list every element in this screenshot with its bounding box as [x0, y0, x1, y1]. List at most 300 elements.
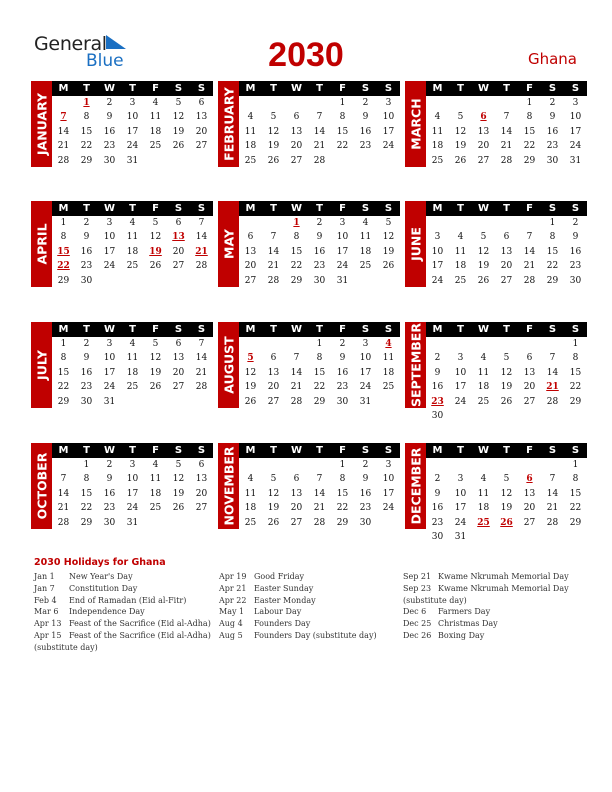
week-row: [52, 259, 213, 273]
day-cell: 31: [126, 517, 139, 528]
day-cell: 17: [126, 126, 139, 137]
day-cell: 13: [195, 474, 208, 485]
day-cell: 3: [457, 353, 464, 364]
month-april: [31, 201, 213, 291]
week-row: [239, 395, 400, 409]
empty-day-cell: [518, 337, 541, 351]
day-cell: 20: [290, 141, 303, 152]
month-name: MAY: [221, 229, 236, 259]
holiday-date: Aug 4: [219, 619, 243, 629]
holiday-entry: [403, 571, 569, 583]
day-cell: 28: [290, 396, 303, 407]
day-cell: 16: [80, 367, 93, 378]
day-cell: 15: [290, 246, 303, 257]
week-row: [52, 245, 213, 259]
day-cell: 4: [362, 218, 369, 228]
day-cell: 2: [434, 474, 441, 485]
day-cell: 24: [103, 382, 116, 393]
day-cell: 24: [569, 141, 582, 152]
day-cell: 28: [313, 517, 326, 528]
holiday-day-cell: 5: [247, 353, 254, 364]
empty-day-cell: [472, 337, 495, 351]
weekday-label: S: [361, 203, 370, 214]
empty-day-cell: [52, 458, 75, 472]
empty-day-cell: [354, 154, 377, 168]
day-cell: 17: [336, 246, 349, 257]
day-cell: 18: [126, 367, 139, 378]
month-january: [31, 81, 213, 171]
holiday-day-cell: 13: [172, 232, 185, 243]
month-label-tab: [31, 322, 52, 408]
week-row: [52, 501, 213, 515]
month-name: AUGUST: [221, 336, 236, 394]
holiday-date: Mar 6: [34, 607, 59, 617]
day-cell: 20: [172, 246, 185, 257]
day-cell: 24: [382, 503, 395, 514]
day-cell: 4: [247, 112, 254, 123]
month-label-tab: [405, 81, 426, 167]
day-cell: 23: [359, 141, 372, 152]
weekday-label: F: [339, 83, 346, 94]
day-cell: 20: [523, 382, 536, 393]
day-cell: 20: [244, 261, 257, 272]
week-row: [426, 139, 587, 153]
day-cell: 15: [80, 488, 93, 499]
day-cell: 3: [106, 339, 113, 349]
month-name: JULY: [34, 350, 49, 380]
day-cell: 5: [503, 474, 510, 485]
day-cell: 9: [83, 353, 90, 364]
day-cell: 28: [195, 382, 208, 393]
day-cell: 8: [572, 353, 579, 364]
weekday-label: W: [103, 445, 116, 456]
month-october: [31, 443, 213, 533]
weekday-label: M: [245, 324, 256, 335]
day-cell: 7: [198, 339, 205, 349]
day-cell: 26: [500, 396, 513, 407]
day-cell: 1: [60, 218, 67, 228]
month-days-grid: [52, 322, 213, 409]
empty-day-cell: [564, 530, 587, 544]
day-cell: 17: [431, 261, 444, 272]
weekday-header: [426, 201, 587, 216]
week-row: [426, 395, 587, 409]
day-cell: 6: [198, 98, 205, 108]
day-cell: 22: [523, 141, 536, 152]
day-cell: 17: [359, 367, 372, 378]
holiday-day-cell: 23: [431, 396, 444, 407]
day-cell: 13: [477, 126, 490, 137]
weekday-label: T: [129, 203, 136, 214]
day-cell: 3: [129, 460, 136, 470]
holiday-date: Jan 1: [34, 572, 55, 581]
day-cell: 13: [244, 246, 257, 257]
weekday-label: T: [129, 445, 136, 456]
day-cell: 4: [152, 460, 159, 470]
day-cell: 13: [195, 112, 208, 123]
day-cell: 7: [293, 353, 300, 364]
day-cell: 17: [103, 367, 116, 378]
holidays-title: 2030 Holidays for Ghana: [34, 557, 166, 568]
holiday-date: Apr 13: [34, 619, 62, 629]
day-cell: 13: [267, 367, 280, 378]
day-cell: 28: [546, 517, 559, 528]
day-cell: 13: [290, 126, 303, 137]
weekday-label: T: [457, 83, 464, 94]
day-cell: 26: [382, 261, 395, 272]
day-cell: 25: [149, 503, 162, 514]
day-cell: 12: [500, 488, 513, 499]
day-cell: 27: [195, 503, 208, 514]
day-cell: 7: [316, 112, 323, 123]
week-row: [52, 337, 213, 351]
day-cell: 15: [546, 246, 559, 257]
day-cell: 23: [359, 503, 372, 514]
month-may: [218, 201, 400, 291]
month-days-grid: [239, 201, 400, 288]
weekday-label: W: [290, 324, 303, 335]
empty-day-cell: [190, 516, 213, 530]
month-name: APRIL: [34, 223, 49, 265]
day-cell: 30: [313, 275, 326, 286]
day-cell: 25: [244, 155, 257, 166]
day-cell: 2: [339, 339, 346, 349]
day-cell: 27: [195, 141, 208, 152]
week-row: [426, 458, 587, 472]
day-cell: 10: [431, 246, 444, 257]
day-cell: 24: [126, 503, 139, 514]
holiday-name-continuation: (substitute day): [34, 642, 98, 652]
day-cell: 20: [195, 488, 208, 499]
weekday-header: [239, 322, 400, 337]
month-label-tab: [218, 322, 239, 408]
day-cell: 14: [195, 232, 208, 243]
holiday-day-cell: 6: [526, 474, 533, 485]
holiday-name: End of Ramadan (Eid al-Fitr): [69, 595, 187, 605]
month-days-grid: [239, 322, 400, 409]
day-cell: 20: [267, 382, 280, 393]
week-row: [52, 110, 213, 124]
weekday-label: S: [548, 324, 557, 335]
weekday-label: S: [384, 203, 393, 214]
day-cell: 18: [244, 141, 257, 152]
day-cell: 28: [500, 155, 513, 166]
empty-day-cell: [518, 530, 541, 544]
week-row: [239, 245, 400, 259]
empty-day-cell: [144, 516, 167, 530]
weekday-label: F: [339, 203, 346, 214]
week-row: [239, 337, 400, 351]
week-row: [426, 337, 587, 351]
month-name: JUNE: [408, 227, 423, 261]
holiday-entry: [403, 583, 569, 595]
week-row: [426, 245, 587, 259]
day-cell: 12: [267, 126, 280, 137]
day-cell: 14: [57, 126, 70, 137]
day-cell: 31: [454, 531, 467, 542]
empty-day-cell: [285, 96, 308, 110]
empty-day-cell: [495, 409, 518, 423]
weekday-label: S: [571, 445, 580, 456]
month-july: [31, 322, 213, 412]
day-cell: 19: [267, 141, 280, 152]
holiday-name: Farmers Day: [438, 607, 491, 617]
weekday-label: F: [526, 203, 533, 214]
day-cell: 1: [339, 460, 346, 470]
weekday-label: W: [290, 445, 303, 456]
day-cell: 8: [60, 232, 67, 243]
empty-day-cell: [518, 458, 541, 472]
month-name: FEBRUARY: [221, 87, 236, 161]
weekday-label: F: [526, 324, 533, 335]
holiday-entry: [34, 618, 211, 630]
empty-day-cell: [426, 458, 449, 472]
week-row: [52, 380, 213, 394]
day-cell: 13: [523, 367, 536, 378]
day-cell: 30: [103, 155, 116, 166]
weekday-label: F: [152, 83, 159, 94]
weekday-label: T: [270, 203, 277, 214]
day-cell: 11: [244, 126, 257, 137]
day-cell: 23: [569, 261, 582, 272]
empty-day-cell: [472, 409, 495, 423]
weekday-label: S: [174, 83, 183, 94]
day-cell: 29: [80, 155, 93, 166]
empty-day-cell: [262, 96, 285, 110]
week-row: [426, 487, 587, 501]
holiday-date: Jan 7: [34, 583, 55, 593]
day-cell: 10: [336, 232, 349, 243]
day-cell: 9: [339, 353, 346, 364]
weekday-label: S: [571, 83, 580, 94]
holiday-name: Founders Day: [254, 619, 311, 629]
day-cell: 26: [172, 503, 185, 514]
day-cell: 24: [359, 382, 372, 393]
day-cell: 29: [80, 517, 93, 528]
day-cell: 6: [293, 112, 300, 123]
day-cell: 28: [546, 396, 559, 407]
day-cell: 7: [60, 474, 67, 485]
day-cell: 17: [103, 246, 116, 257]
day-cell: 11: [126, 232, 139, 243]
day-cell: 8: [572, 474, 579, 485]
day-cell: 16: [569, 246, 582, 257]
day-cell: 29: [290, 275, 303, 286]
day-cell: 1: [572, 339, 579, 349]
week-row: [426, 125, 587, 139]
weekday-label: M: [58, 83, 69, 94]
empty-day-cell: [262, 216, 285, 230]
weekday-label: S: [174, 203, 183, 214]
holiday-entry: [34, 606, 211, 618]
week-row: [426, 409, 587, 423]
day-cell: 23: [80, 261, 93, 272]
day-cell: 19: [149, 367, 162, 378]
holiday-name: Founders Day (substitute day): [254, 630, 377, 640]
day-cell: 10: [454, 488, 467, 499]
week-row: [52, 458, 213, 472]
week-row: [52, 472, 213, 486]
weekday-label: M: [432, 445, 443, 456]
empty-day-cell: [564, 409, 587, 423]
day-cell: 8: [316, 353, 323, 364]
day-cell: 19: [172, 126, 185, 137]
weekday-label: S: [361, 324, 370, 335]
holiday-name: Kwame Nkrumah Memorial Day: [438, 572, 569, 581]
month-days-grid: [239, 81, 400, 168]
day-cell: 3: [434, 232, 441, 243]
day-cell: 11: [359, 232, 372, 243]
week-row: [426, 380, 587, 394]
month-december: [405, 443, 587, 542]
weekday-label: W: [477, 324, 490, 335]
week-row: [426, 472, 587, 486]
holiday-name: Kwame Nkrumah Memorial Day: [438, 583, 569, 593]
holiday-name: Easter Sunday: [254, 583, 314, 593]
day-cell: 16: [103, 126, 116, 137]
day-cell: 23: [431, 517, 444, 528]
empty-day-cell: [426, 216, 449, 230]
week-row: [239, 110, 400, 124]
holiday-entry: [219, 618, 377, 630]
logo-general-text: General: [34, 33, 107, 55]
day-cell: 26: [267, 155, 280, 166]
holiday-day-cell: 25: [477, 517, 490, 528]
empty-day-cell: [426, 96, 449, 110]
weekday-header: [52, 443, 213, 458]
empty-day-cell: [377, 154, 400, 168]
weekday-header: [426, 322, 587, 337]
day-cell: 5: [270, 474, 277, 485]
day-cell: 11: [454, 246, 467, 257]
week-row: [426, 516, 587, 530]
day-cell: 2: [316, 218, 323, 228]
holiday-date: Dec 6: [403, 607, 427, 617]
day-cell: 18: [149, 126, 162, 137]
empty-day-cell: [144, 154, 167, 168]
day-cell: 31: [103, 396, 116, 407]
month-days-grid: [239, 443, 400, 530]
holiday-date: Aug 5: [219, 630, 243, 640]
holiday-day-cell: 6: [480, 112, 487, 123]
month-name: SEPTEMBER: [408, 323, 423, 407]
month-label-tab: [218, 201, 239, 287]
day-cell: 15: [569, 367, 582, 378]
day-cell: 14: [195, 353, 208, 364]
day-cell: 5: [152, 218, 159, 228]
day-cell: 15: [336, 126, 349, 137]
day-cell: 6: [270, 353, 277, 364]
day-cell: 8: [83, 474, 90, 485]
day-cell: 3: [385, 460, 392, 470]
holiday-date: Dec 25: [403, 619, 432, 629]
week-row: [239, 516, 400, 530]
day-cell: 22: [80, 141, 93, 152]
week-row: [426, 501, 587, 515]
day-cell: 27: [290, 155, 303, 166]
weekday-header: [52, 201, 213, 216]
day-cell: 30: [103, 517, 116, 528]
empty-day-cell: [167, 154, 190, 168]
day-cell: 10: [359, 353, 372, 364]
holiday-name: New Year's Day: [69, 572, 133, 581]
weekday-label: S: [197, 324, 206, 335]
day-cell: 27: [523, 396, 536, 407]
empty-day-cell: [239, 96, 262, 110]
holiday-name: Independence Day: [69, 607, 145, 617]
empty-day-cell: [377, 516, 400, 530]
weekday-label: F: [152, 445, 159, 456]
day-cell: 9: [549, 112, 556, 123]
weekday-label: M: [58, 445, 69, 456]
holiday-date: Sep 21: [403, 572, 432, 581]
empty-day-cell: [239, 337, 262, 351]
month-days-grid: [52, 81, 213, 168]
empty-day-cell: [518, 216, 541, 230]
day-cell: 11: [149, 474, 162, 485]
day-cell: 18: [359, 246, 372, 257]
empty-day-cell: [449, 337, 472, 351]
day-cell: 19: [477, 261, 490, 272]
day-cell: 12: [500, 367, 513, 378]
weekday-label: W: [477, 445, 490, 456]
day-cell: 22: [336, 141, 349, 152]
weekday-label: F: [152, 324, 159, 335]
day-cell: 13: [500, 246, 513, 257]
day-cell: 16: [431, 382, 444, 393]
empty-day-cell: [121, 395, 144, 409]
empty-day-cell: [308, 96, 331, 110]
holiday-entry: [34, 583, 211, 595]
day-cell: 21: [313, 141, 326, 152]
day-cell: 10: [126, 112, 139, 123]
month-september: [405, 322, 587, 421]
day-cell: 17: [454, 382, 467, 393]
weekday-label: F: [152, 203, 159, 214]
empty-day-cell: [262, 337, 285, 351]
day-cell: 12: [172, 112, 185, 123]
day-cell: 21: [500, 141, 513, 152]
page-title-year: 2030: [268, 36, 344, 74]
empty-day-cell: [190, 395, 213, 409]
holiday-date: Apr 21: [219, 583, 247, 593]
empty-day-cell: [495, 337, 518, 351]
day-cell: 9: [362, 112, 369, 123]
weekday-label: W: [103, 83, 116, 94]
empty-day-cell: [167, 516, 190, 530]
week-row: [52, 274, 213, 288]
day-cell: 11: [244, 488, 257, 499]
holiday-day-cell: 21: [195, 246, 208, 257]
day-cell: 21: [290, 382, 303, 393]
holiday-name: Constitution Day: [69, 583, 138, 593]
day-cell: 22: [546, 261, 559, 272]
day-cell: 23: [313, 261, 326, 272]
day-cell: 18: [126, 246, 139, 257]
empty-day-cell: [285, 458, 308, 472]
weekday-label: M: [245, 203, 256, 214]
day-cell: 6: [293, 474, 300, 485]
empty-day-cell: [167, 274, 190, 288]
day-cell: 13: [523, 488, 536, 499]
day-cell: 4: [480, 353, 487, 364]
day-cell: 5: [175, 460, 182, 470]
day-cell: 9: [434, 488, 441, 499]
day-cell: 20: [500, 261, 513, 272]
day-cell: 24: [382, 141, 395, 152]
weekday-label: M: [245, 445, 256, 456]
weekday-label: T: [316, 324, 323, 335]
